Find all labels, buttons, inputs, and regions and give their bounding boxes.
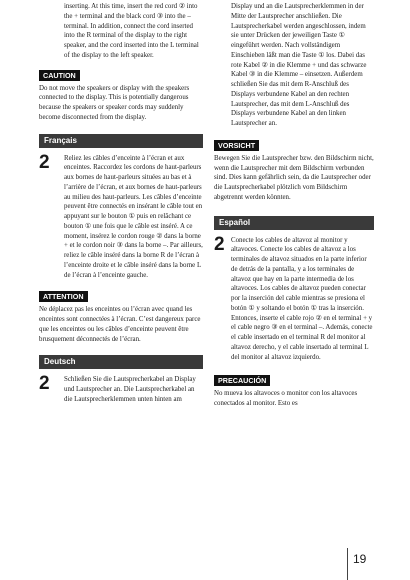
deutsch-step-text: Schließen Sie die Lautsprecherkabel an Display und Lautsprecher an. Die Lautsprecherkabel an die Lautsprecherklemmen unten hinten am bbox=[64, 376, 196, 403]
caution-text: Do not move the speakers or display with the speakers connected to the display. This is potentially dangerous because the speakers or speaker cords may suddenly become disconnected from the display. bbox=[39, 84, 190, 121]
deutsch-step-number: 2 bbox=[39, 373, 50, 395]
vorsicht-label: VORSICHT bbox=[214, 140, 259, 151]
espanol-step bbox=[214, 233, 374, 363]
caution-label: CAUTION bbox=[39, 70, 80, 81]
deutsch-step bbox=[39, 375, 203, 404]
right-column bbox=[214, 0, 374, 409]
vorsicht-text: Bewegen Sie die Lautsprecher bzw. den Bildschirm nicht, wenn die Lautsprecher mit dem Bildschirm verbunden sind. Dies kann gefährlich sein, da die Lautsprecher oder die Lautsprecherkabel plötzlich vom Bildschirm abgetrennt werden könnten. bbox=[214, 154, 374, 201]
page-number: 19 bbox=[353, 552, 367, 566]
caution-heading bbox=[39, 65, 203, 83]
deutsch-instructions-continued: Display und an die Lautsprecherklemmen in der Mitte der Lautsprecher anschließen. Die Lautsprecherkabel werden angeschlossen, indem sie unter Drücken der jeweiligen Taste ① eingeführt werden. Nach vollständigem Einschieben läßt man die Taste ① los. Dabei das rote Kabel ② in die Klemme + und das schwarze Kabel ③ in die Klemme – einsetzen. Außerdem schließen Sie das mit dem R-Anschluß des Displays verbundene Kabel an den rechten Lautsprecher, das mit dem L-Anschluß des Displays verbundene Kabel an den linken Lautsprecher an. bbox=[231, 3, 367, 127]
precaucion-text: No mueva los altavoces o monitor con los altavoces conectados al monitor. Esto es bbox=[214, 390, 358, 407]
vorsicht-heading bbox=[214, 135, 374, 153]
precaucion-heading bbox=[214, 370, 374, 388]
english-instructions-continued: inserting. At this time, insert the red cord ② into the + terminal and the black cord ③ into the – terminal. In addition, connect the cord inserted into the R terminal of the display to the right speaker, and the cord inserted into the L terminal of the display to the left speaker. bbox=[64, 3, 199, 59]
francais-step-number: 2 bbox=[39, 151, 50, 173]
left-column bbox=[39, 0, 203, 405]
attention-label: ATTENTION bbox=[39, 291, 88, 302]
espanol-step-text: Conecte los cables de altavoz al monitor y altavoces. Conecte los cables de altavoz a los terminales de altavoz situados en la parte inferior de detrás de la pantalla, y a los terminales de altavoz que hay en la parte intermedia de los altavoces. Los cables de altavoz pueden conectar por la inserción del cable mientras se presiona el botón ① y soltando el botón ① tras la inserción. Entonces, inserte el cable rojo ② en el terminal + y el cable negro ③ en el terminal –. Además, conecte el cable insertado en el terminal R del monitor al altavoz derecho, y el cable insertado al terminal L del monitor al altavoz izquierdo. bbox=[231, 236, 373, 361]
francais-step bbox=[39, 151, 203, 281]
francais-step-text: Reliez les câbles d’enceinte à l’écran et aux enceintes. Raccordez les cordons de haut-parleurs aux bornes de haut-parleurs situées au bas et à l’arrière de l’écran, et aux bornes de haut-parleurs au milieu des haut-parleurs. Les câbles d’enceinte peuvent être connectés en insérant le câble tout en appuyant sur le bouton ① puis en relâchant ce bouton ① une fois que le câble est inséré. A ce moment, insérez le cordon rouge ② dans la borne + et le cordon noir ③ dans la borne –. Par ailleurs, reliez le câble inséré dans la borne R de l’écran à l’enceinte droite et le câble inséré dans la borne L de l’écran à l’enceinte gauche. bbox=[64, 154, 203, 279]
precaucion-label: PRECAUCIÓN bbox=[214, 375, 270, 386]
attention-text: Ne déplacez pas les enceintes ou l’écran avec quand les enceintes sont connectées à l’écran. C’est dangereux parce que les enceintes ou les câbles d’enceinte peuvent être brusquement déconnectés de l’écran. bbox=[39, 306, 201, 343]
espanol-step-number: 2 bbox=[214, 233, 225, 255]
deutsch-section-header: Deutsch bbox=[39, 355, 203, 369]
francais-section-header: Français bbox=[39, 134, 203, 148]
attention-heading bbox=[39, 286, 203, 304]
page-number-rule bbox=[347, 548, 348, 580]
espanol-section-header: Español bbox=[214, 216, 374, 230]
